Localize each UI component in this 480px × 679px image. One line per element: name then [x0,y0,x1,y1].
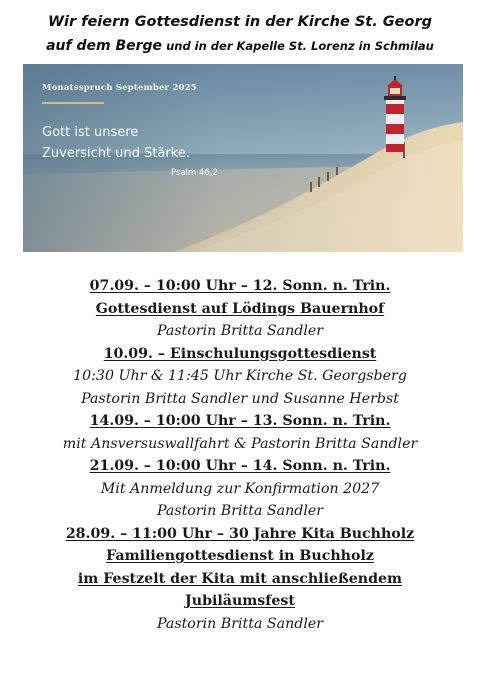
quote-line-2: Zuversicht und Stärke. [42,146,190,161]
header-line-1: Wir feiern Gottesdienst in der Kirche St. Georg [47,14,432,30]
event-line: 07.09. – 10:00 Uhr – 12. Sonn. n. Trin. [89,278,391,294]
page-header [0,10,480,58]
event-line: 28.09. – 11:00 Uhr – 30 Jahre Kita Buchholz [65,525,415,542]
service-schedule [0,275,480,635]
event-line: Jubiläumsfest [185,593,295,609]
event-line: 14.09. – 10:00 Uhr – 13. Sonn. n. Trin. [89,413,391,429]
verse-reference: Psalm 46,2 [171,168,218,178]
event-line: 10.09. – Einschulungsgottesdienst [103,345,377,362]
monthly-verse-caption: Monatsspruch September 2025 [42,83,197,93]
event-line: Pastorin Britta Sandler [156,503,324,519]
event-line: mit Ansversuswallfahrt & Pastorin Britta Sandler [62,435,418,452]
monthly-verse-quote [42,122,190,164]
event-line: Familiengottesdienst in Buchholz [106,548,374,564]
event-line: 10:30 Uhr & 11:45 Uhr Kirche St. Georgsberg [73,368,407,384]
header-line-2 [0,34,480,58]
header-line-2-main: auf dem Berge [46,38,163,54]
event-line: Mit Anmeldung zur Konfirmation 2027 [100,480,380,497]
caption-divider [42,102,104,104]
event-line: im Festzelt der Kita mit anschließendem [77,570,403,587]
monthly-verse-banner [23,64,463,252]
header-line-2-rest: und in der Kapelle St. Lorenz in Schmilau [162,39,434,53]
event-line: Pastorin Britta Sandler [156,323,324,339]
quote-line-1: Gott ist unsere [42,125,139,140]
event-line: Pastorin Britta Sandler und Susanne Herbst [81,390,399,407]
event-line: Gottesdienst auf Lödings Bauernhof [95,300,385,317]
event-line: Pastorin Britta Sandler [156,615,324,632]
event-line: 21.09. – 10:00 Uhr – 14. Sonn. n. Trin. [89,458,391,474]
